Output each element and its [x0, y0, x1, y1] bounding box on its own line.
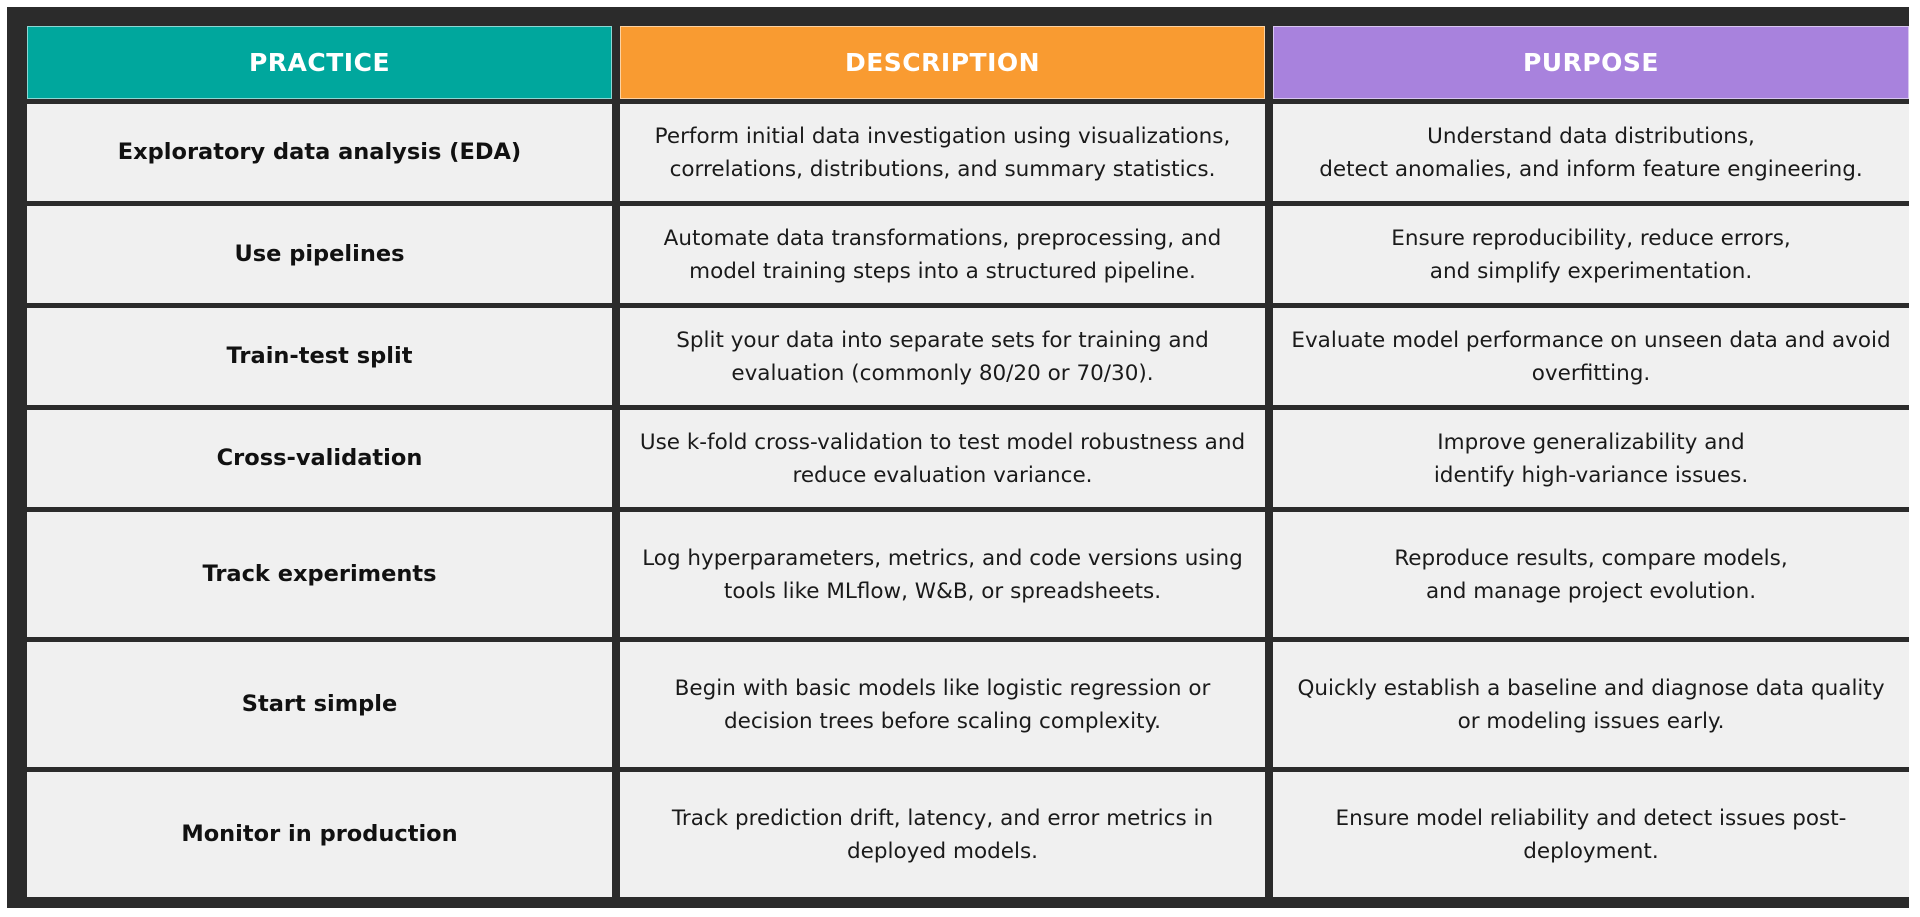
- description-text: Track prediction drift, latency, and error metrics in deployed models.: [671, 805, 1214, 864]
- description-text: Use k-fold cross-validation to test model robustness and reduce evaluation variance.: [639, 429, 1246, 488]
- practice-cell: [27, 206, 612, 303]
- description-text: Perform initial data investigation using visualizations, correlations, distributions, and summary statistics.: [654, 123, 1231, 182]
- purpose-cell: [1273, 772, 1909, 897]
- practice-cell: [27, 512, 612, 637]
- practice-label: Use pipelines: [234, 241, 405, 267]
- practice-cell: [27, 308, 612, 405]
- purpose-cell: [1273, 308, 1909, 405]
- purpose-cell: [1273, 512, 1909, 637]
- header-practice-label: PRACTICE: [248, 48, 391, 77]
- purpose-text: Ensure reproducibility, reduce errors, and simplify experimentation.: [1391, 225, 1791, 284]
- header-purpose: [1273, 26, 1909, 99]
- purpose-cell: [1273, 206, 1909, 303]
- practice-label: Train-test split: [226, 343, 413, 369]
- description-cell: [620, 206, 1265, 303]
- description-cell: [620, 308, 1265, 405]
- purpose-text: Reproduce results, compare models, and manage project evolution.: [1394, 545, 1788, 604]
- purpose-text: Evaluate model performance on unseen data and avoid overfitting.: [1291, 327, 1891, 386]
- table-frame: [7, 7, 1909, 908]
- description-text: Begin with basic models like logistic regression or decision trees before scaling complexity.: [674, 675, 1211, 734]
- practice-cell: [27, 772, 612, 897]
- description-cell: [620, 410, 1265, 507]
- practice-label: Start simple: [241, 691, 398, 717]
- header-description: [620, 26, 1265, 99]
- purpose-text: Quickly establish a baseline and diagnose data quality or modeling issues early.: [1297, 675, 1885, 734]
- header-description-label: DESCRIPTION: [844, 48, 1041, 77]
- description-cell: [620, 104, 1265, 201]
- purpose-cell: [1273, 642, 1909, 767]
- description-cell: [620, 772, 1265, 897]
- description-text: Automate data transformations, preprocessing, and model training steps into a structured pipeline.: [663, 225, 1222, 284]
- practices-table: [27, 26, 1909, 897]
- description-text: Log hyperparameters, metrics, and code versions using tools like MLflow, W&B, or spreadsheets.: [642, 545, 1243, 604]
- purpose-text: Ensure model reliability and detect issues post- deployment.: [1335, 805, 1847, 864]
- description-cell: [620, 642, 1265, 767]
- purpose-cell: [1273, 104, 1909, 201]
- practice-label: Exploratory data analysis (EDA): [117, 139, 522, 165]
- practice-cell: [27, 410, 612, 507]
- practice-label: Cross-validation: [216, 445, 423, 471]
- practice-label: Monitor in production: [181, 821, 458, 847]
- header-practice: [27, 26, 612, 99]
- practice-cell: [27, 642, 612, 767]
- practice-label: Track experiments: [202, 561, 437, 587]
- purpose-text: Improve generalizability and identify high-variance issues.: [1433, 429, 1749, 488]
- purpose-cell: [1273, 410, 1909, 507]
- description-cell: [620, 512, 1265, 637]
- header-purpose-label: PURPOSE: [1522, 48, 1660, 77]
- description-text: Split your data into separate sets for training and evaluation (commonly 80/20 or 70/30).: [676, 327, 1209, 386]
- practice-cell: [27, 104, 612, 201]
- purpose-text: Understand data distributions, detect anomalies, and inform feature engineering.: [1319, 123, 1863, 182]
